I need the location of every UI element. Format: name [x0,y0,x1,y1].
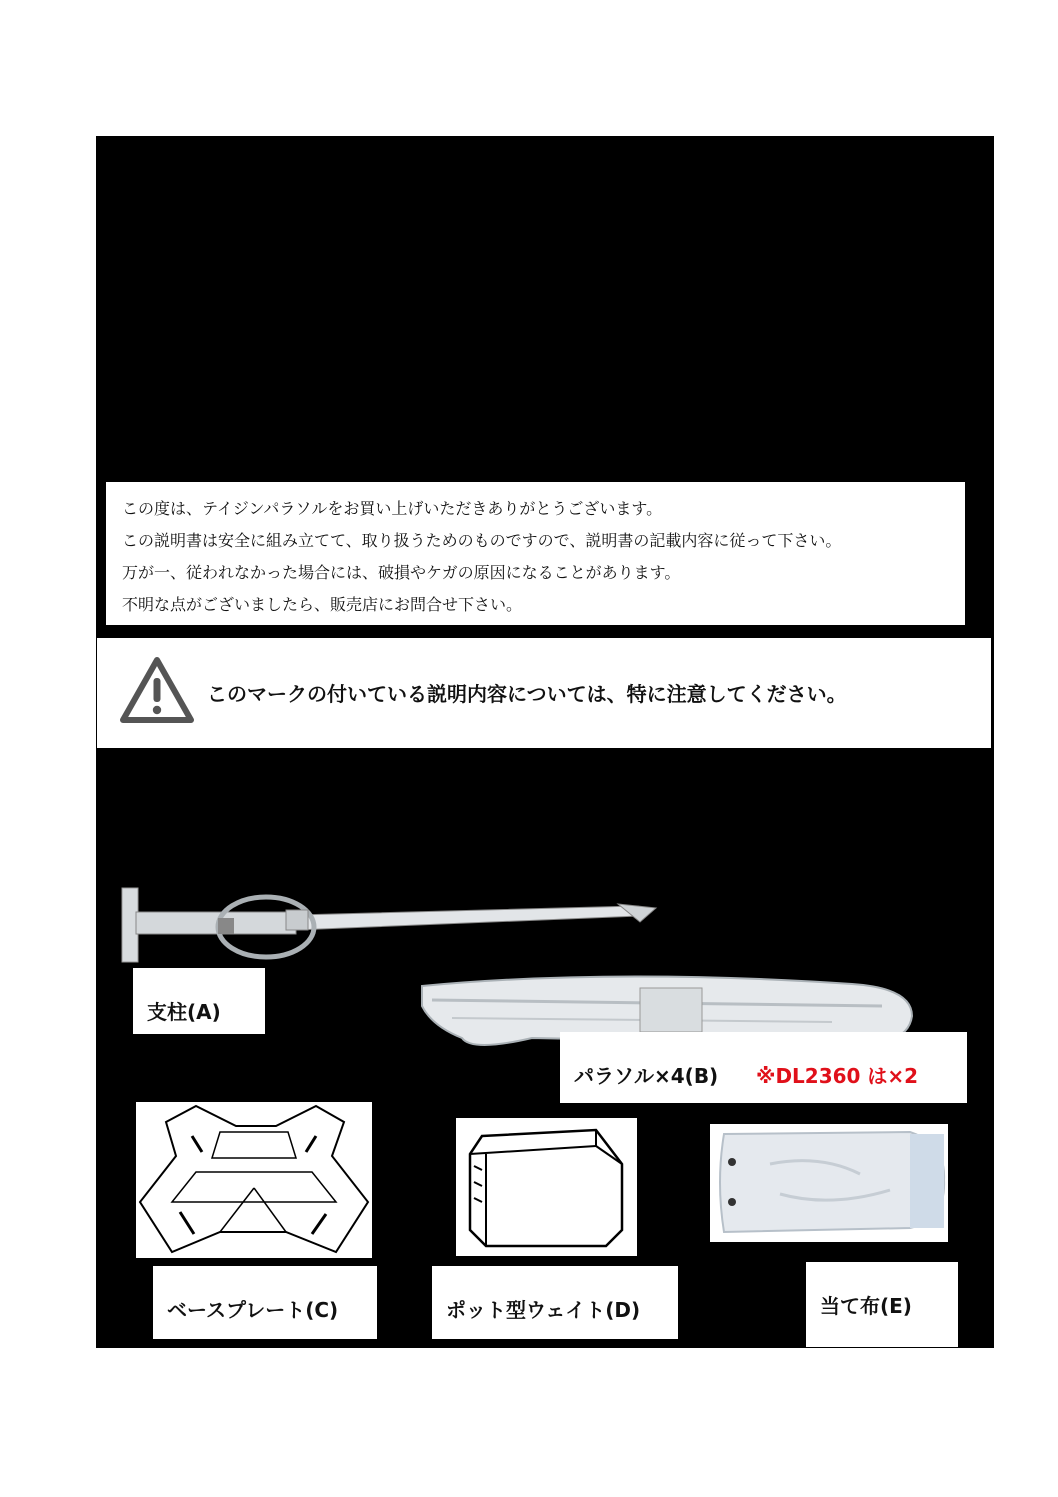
warning-box [97,638,991,748]
part-e-label [806,1262,958,1347]
pole-image [118,882,658,964]
part-a-label-text: 支柱(A) [147,1000,221,1024]
base-plate-image [136,1102,372,1258]
pot-weight-image [456,1118,637,1256]
intro-line-1: この度は、テイジンパラソルをお買い上げいただきありがとうございます。 [122,499,663,518]
part-c-label [153,1266,377,1339]
warning-triangle-icon [119,654,195,726]
part-b-note: ※DL2360 は×2 [756,1064,919,1088]
intro-line-2: この説明書は安全に組み立てて、取り扱うためのものですので、説明書の記載内容に従って下さい。 [122,531,842,550]
intro-box [106,482,965,625]
cloth-image [710,1124,948,1242]
warning-text: このマークの付いている説明内容については、特に注意してください。 [207,682,847,706]
part-b-label-text: パラソル×4(B) [574,1064,719,1088]
part-c-label-text: ベースプレート(C) [167,1298,339,1322]
part-d-label-text: ポット型ウェイト(D) [446,1298,641,1322]
part-a-label [133,968,265,1034]
part-b-label [560,1032,967,1103]
intro-line-4: 不明な点がございましたら、販売店にお問合せ下さい。 [122,595,523,614]
part-e-label-text: 当て布(E) [820,1294,912,1318]
part-d-label [432,1266,678,1339]
intro-line-3: 万が一、従われなかった場合には、破損やケガの原因になることがあります。 [122,563,681,582]
